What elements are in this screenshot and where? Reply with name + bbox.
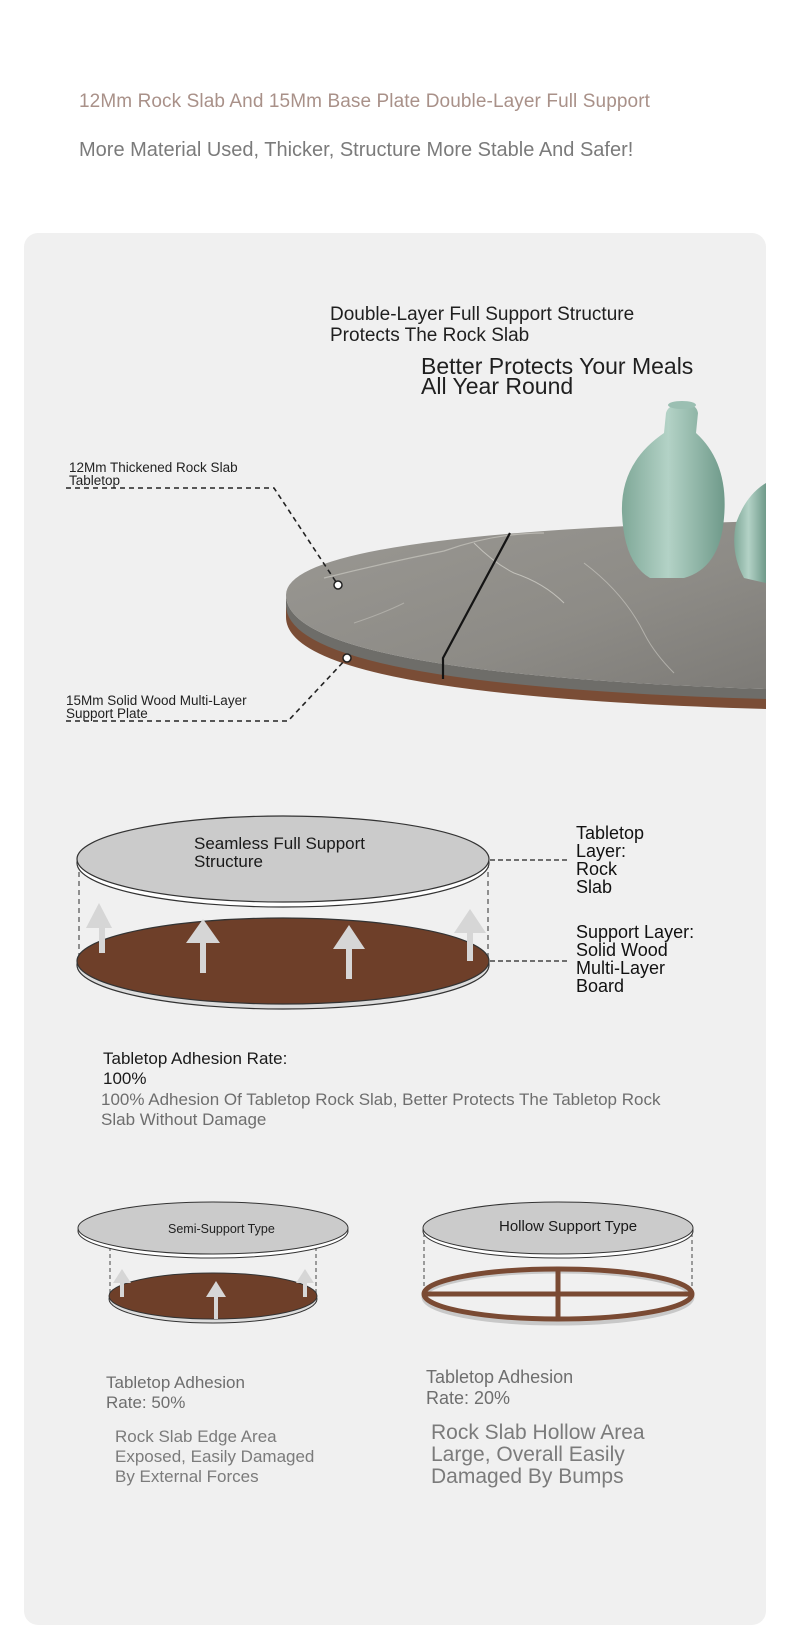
full-support-disc-label-line2: Structure — [194, 852, 263, 871]
top-layer-label — [576, 824, 644, 896]
top-layer-label-line: Rock — [576, 859, 618, 879]
full-adhesion-rate — [103, 1049, 287, 1089]
semi-adhesion-rate — [106, 1373, 245, 1413]
hollow-support-description — [431, 1422, 645, 1488]
hollow-support-description-line: Large, Overall Easily — [431, 1443, 625, 1466]
semi-support-description — [115, 1427, 314, 1487]
callout-rock-slab-line2: Tabletop — [69, 473, 121, 488]
full-support-diagram — [24, 793, 766, 1033]
semi-support-diagram — [24, 1193, 384, 1343]
hollow-adhesion-rate-line1: Tabletop Adhesion — [426, 1367, 574, 1387]
callout-support-plate — [66, 694, 247, 720]
full-adhesion-description-line2: Slab Without Damage — [101, 1110, 267, 1129]
full-support-disc-label-line1: Seamless Full Support — [194, 834, 366, 853]
callout-support-plate-line1: 15Mm Solid Wood Multi-Layer — [66, 693, 247, 708]
hollow-adhesion-rate-line2: Rate: 20% — [426, 1388, 511, 1408]
callout-support-plate-line2: Support Plate — [66, 706, 148, 721]
support-wood-disc — [77, 918, 489, 1004]
vase-large — [622, 405, 725, 578]
support-layer-label-line: Board — [576, 976, 625, 996]
hollow-support-description-line: Rock Slab Hollow Area — [431, 1421, 645, 1444]
hero-title-line1: Double-Layer Full Support Structure — [330, 304, 635, 325]
support-layer-label — [576, 923, 694, 995]
header-title: 12Mm Rock Slab And 15Mm Base Plate Double-Layer Full Support — [79, 91, 650, 112]
hollow-support-description-line: Damaged By Bumps — [431, 1465, 624, 1488]
support-layer-label-line: Multi-Layer — [576, 958, 666, 978]
hollow-support-diagram — [384, 1193, 766, 1343]
semi-support-description-line: By External Forces — [115, 1467, 259, 1486]
full-adhesion-rate-line2: 100% — [103, 1069, 147, 1088]
hollow-adhesion-rate — [426, 1367, 573, 1409]
hero-tagline-line2: All Year Round — [421, 373, 574, 399]
full-adhesion-description — [101, 1090, 721, 1130]
semi-support-description-line: Exposed, Easily Damaged — [115, 1447, 315, 1466]
callout-rock-slab-line1: 12Mm Thickened Rock Slab — [69, 460, 238, 475]
top-layer-label-line: Layer: — [576, 841, 627, 861]
hero-tagline-line1: Better Protects Your Meals — [421, 353, 694, 379]
support-layer-label-line: Support Layer: — [576, 922, 695, 942]
full-adhesion-rate-line1: Tabletop Adhesion Rate: — [103, 1049, 288, 1068]
full-adhesion-description-line1: 100% Adhesion Of Tabletop Rock Slab, Better Protects The Tabletop Rock — [101, 1090, 661, 1109]
semi-support-description-line: Rock Slab Edge Area — [115, 1427, 277, 1446]
callout-rock-slab — [69, 461, 238, 487]
hollow-support-disc-label: Hollow Support Type — [499, 1218, 638, 1235]
support-layer-label-line: Solid Wood — [576, 940, 668, 960]
semi-support-disc-label: Semi-Support Type — [168, 1222, 275, 1236]
hero-title-line2: Protects The Rock Slab — [330, 325, 530, 346]
semi-adhesion-rate-line2: Rate: 50% — [106, 1393, 186, 1412]
content-panel — [24, 233, 766, 1625]
semi-adhesion-rate-line1: Tabletop Adhesion — [106, 1373, 245, 1392]
header-subtitle: More Material Used, Thicker, Structure More Stable And Safer! — [79, 139, 634, 161]
top-layer-label-line: Tabletop — [576, 823, 645, 843]
full-support-disc-label — [194, 835, 365, 871]
top-layer-label-line: Slab — [576, 877, 613, 897]
